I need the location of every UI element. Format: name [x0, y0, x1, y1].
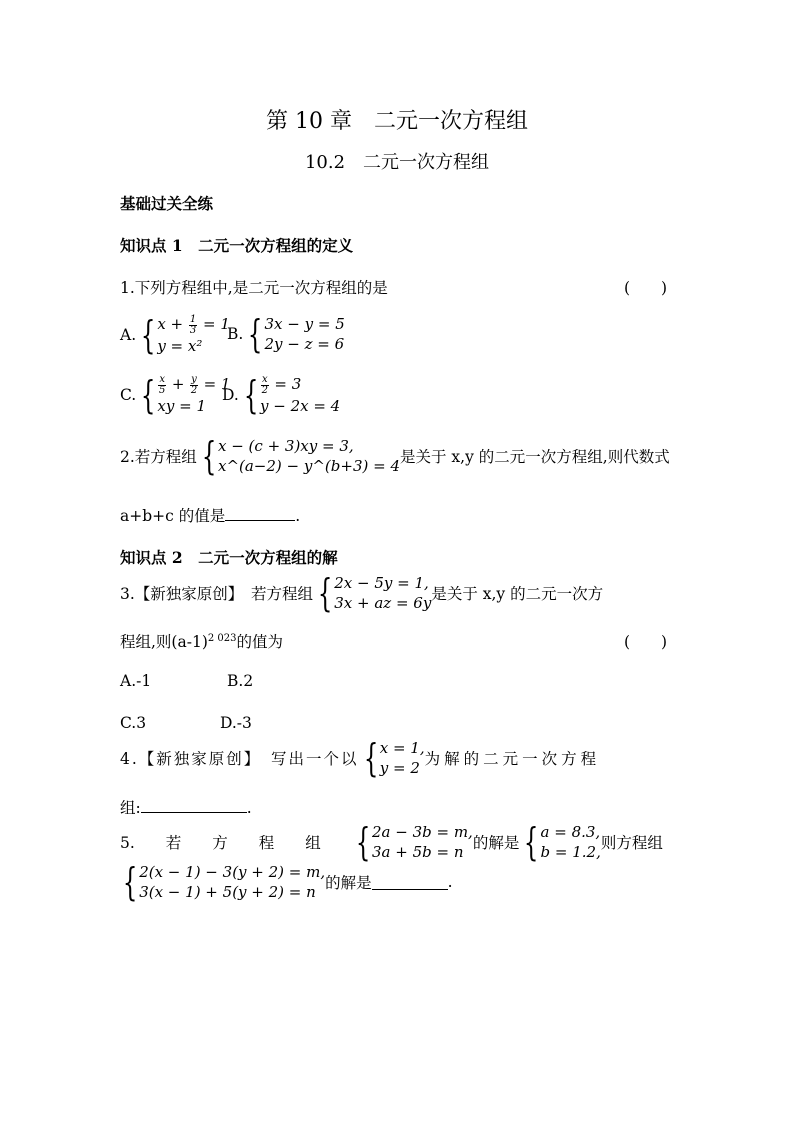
q3-line2: [120, 630, 283, 652]
eq-line: 3a + 5b = n: [371, 843, 464, 861]
q4-line2-text: 组:: [120, 799, 141, 817]
denominator: 3: [189, 324, 197, 336]
answer-blank[interactable]: [225, 506, 295, 521]
brace-icon: {: [141, 372, 156, 417]
option-label: A.: [120, 325, 137, 344]
q1-stem: 1.下列方程组中,是二元一次方程组的是: [120, 279, 388, 297]
eq-part: = 1: [198, 315, 230, 333]
q3-option-c: C.3: [120, 714, 147, 732]
q3-line2-a: 程组,则(a-1): [120, 633, 208, 651]
section-heading: 基础过关全练: [120, 194, 214, 213]
q3-line2-b: 的值为: [236, 633, 284, 651]
eq-part: = 1: [198, 375, 231, 393]
q2-line2-text: a+b+c 的值是: [120, 507, 226, 525]
q3-option-d: D.-3: [220, 714, 252, 732]
answer-blank[interactable]: [141, 798, 247, 813]
q5-tail: 的解是: [325, 874, 372, 892]
eq-part: x +: [157, 315, 188, 333]
eq-line: 3(x − 1) + 5(y + 2) = n: [139, 883, 316, 901]
q1-option-c: [120, 374, 230, 416]
knowledge-point-2: 知识点 2 二元一次方程组的解: [120, 548, 338, 567]
q3-pre: 3.【新独家原创】 若方程组: [120, 585, 314, 603]
fraction: [189, 315, 197, 336]
chapter-title: 第 10 章 二元一次方程组: [266, 109, 528, 134]
eq-part: = 3: [269, 375, 302, 393]
period: .: [295, 507, 301, 525]
denominator: 2: [190, 384, 198, 396]
brace-icon: {: [140, 312, 156, 357]
answer-blank[interactable]: [372, 875, 448, 890]
eq-line: b = 1.2,: [540, 843, 601, 861]
q4-stem: [120, 738, 600, 778]
eq-line: 2x − 5y = 1,: [334, 574, 429, 592]
numerator: y: [191, 373, 197, 385]
q5-line2: [118, 862, 453, 902]
brace-icon: {: [524, 820, 539, 864]
fraction: [261, 375, 269, 396]
denominator: 2: [261, 384, 268, 396]
section-subtitle: 10.2 二元一次方程组: [304, 152, 490, 173]
option-label: D.: [222, 385, 239, 404]
brace-icon: {: [122, 860, 138, 904]
eq-line: y = x²: [157, 336, 203, 355]
brace-icon: {: [355, 820, 371, 864]
q5-mid: 的解是: [472, 834, 520, 852]
q3-answer-paren: ( ): [624, 633, 668, 651]
fraction: [190, 375, 198, 396]
denominator: 5: [159, 384, 166, 396]
q4-line2: [120, 796, 252, 818]
exponent: 2 023: [207, 632, 237, 644]
eq-line: a = 8.3,: [540, 823, 601, 841]
fraction: [158, 375, 166, 396]
q4-post: 为解的二元一次方程: [424, 750, 601, 768]
eq-line: x = 1,: [379, 739, 425, 757]
q2-pre: 2.若方程组: [120, 448, 197, 466]
option-label: B.: [227, 325, 244, 343]
numerator: x: [159, 373, 166, 385]
q3-option-a: A.-1: [120, 672, 152, 690]
period: .: [246, 799, 252, 817]
q1-option-a: [120, 314, 230, 356]
q3-stem: [120, 573, 603, 613]
q3-post: 是关于 x,y 的二元一次方: [431, 585, 604, 603]
eq-line: 2(x − 1) − 3(y + 2) = m,: [139, 863, 326, 881]
eq-line: x^(a−2) − y^(b+3) = 4: [217, 457, 400, 475]
q1-option-d: [222, 374, 340, 416]
eq-line: 3x + az = 6y: [334, 594, 432, 612]
q2-post: 是关于 x,y 的二元一次方程组,则代数式: [399, 448, 670, 466]
q4-pre: 4.【新独家原创】 写出一个以: [120, 750, 359, 768]
eq-line: 2a − 3b = m,: [371, 823, 473, 841]
q2-line2: [120, 504, 300, 526]
q1-option-b: [227, 314, 345, 354]
brace-icon: {: [363, 736, 378, 780]
period: .: [447, 873, 453, 891]
eq-line: y − 2x = 4: [260, 396, 341, 415]
option-label: C.: [120, 385, 137, 404]
eq-part: +: [167, 375, 190, 393]
q2-stem: [120, 436, 670, 476]
q5-post: 则方程组: [600, 834, 663, 852]
eq-line: x − (c + 3)xy = 3,: [217, 437, 354, 455]
eq-line: y = 2: [379, 759, 420, 777]
q5-pre: 5. 若 方 程 组: [120, 834, 321, 852]
q3-option-b: B.2: [227, 672, 254, 690]
brace-icon: {: [248, 312, 263, 356]
brace-icon: {: [317, 571, 333, 615]
brace-icon: {: [201, 434, 217, 478]
q5-stem: [120, 822, 663, 862]
eq-line: 3x − y = 5: [264, 315, 345, 333]
numerator: 1: [189, 313, 197, 325]
numerator: x: [262, 373, 268, 385]
eq-line: xy = 1: [157, 396, 207, 415]
eq-line: 2y − z = 6: [264, 335, 345, 353]
knowledge-point-1: 知识点 1 二元一次方程组的定义: [120, 236, 354, 255]
q1-answer-paren: ( ): [624, 279, 668, 297]
brace-icon: {: [243, 372, 259, 417]
